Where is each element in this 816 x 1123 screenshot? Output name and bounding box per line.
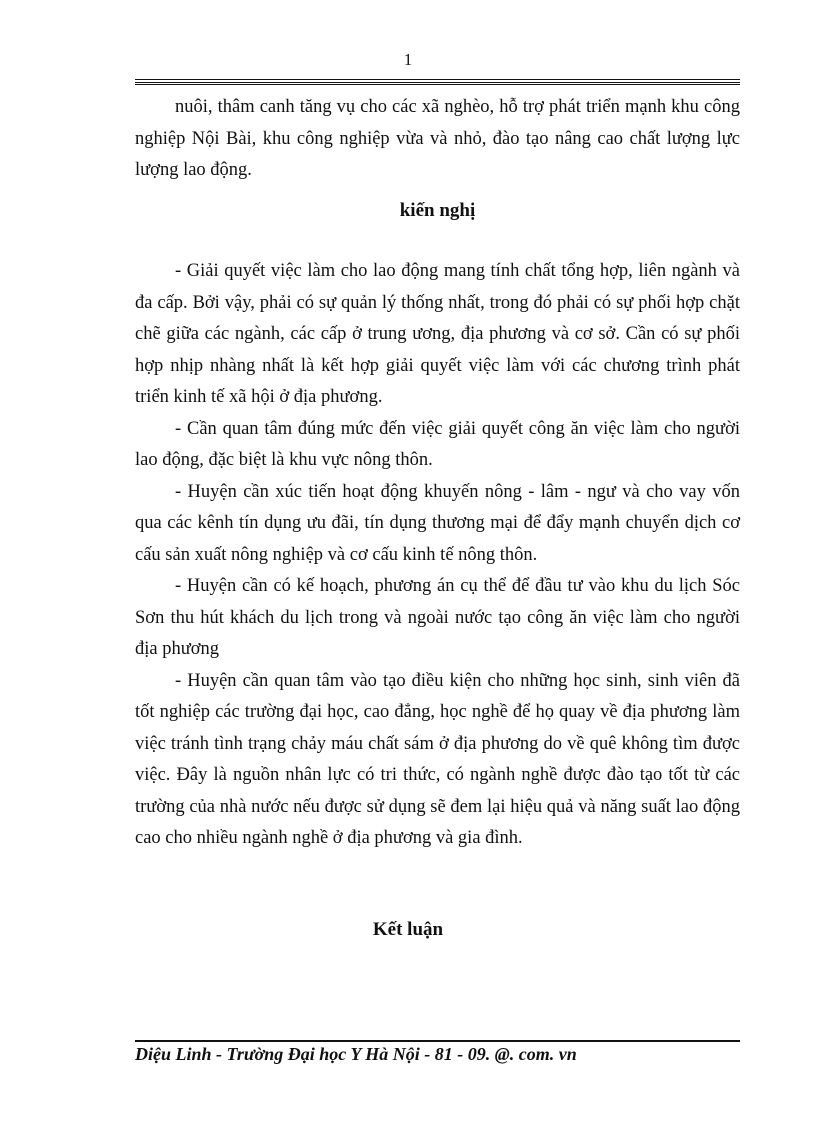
header-divider	[135, 79, 740, 85]
document-body	[135, 92, 740, 855]
paragraph-5: - Huyện cần quan tâm vào tạo điều kiện cho những học sinh, sinh viên đã tốt nghiệp các trường đại học, cao đẳng, học nghề để họ quay về địa phương làm việc tránh tình trạng chảy máu chất sám ở địa phương do về quê không tìm được việc. Đây là nguồn nhân lực có tri thức, có ngành nghề được đào tạo tốt từ các trường của nhà nước nếu được sử dụng sẽ đem lại hiệu quả và năng suất lao động cao cho nhiều ngành nghề ở địa phương và gia đình.	[135, 670, 740, 848]
recommendations-heading: kiến nghị	[399, 199, 476, 221]
conclusion-heading: Kết luận	[372, 919, 444, 940]
page-number: 1	[403, 50, 413, 69]
paragraph-2: - Cần quan tâm đúng mức đến việc giải quyết công ăn việc làm cho người lao động, đặc biệt là khu vực nông thôn.	[135, 418, 740, 470]
footer-text: Diệu Linh - Trường Đại học Y Hà Nội - 81 - 09. @. com. vn	[135, 1044, 577, 1064]
paragraph-4: - Huyện cần có kế hoạch, phương án cụ thể để đầu tư vào khu du lịch Sóc Sơn thu hút khách du lịch trong và ngoài nước tạo công ăn việc làm cho người địa phương	[135, 576, 740, 659]
intro-paragraph: nuôi, thâm canh tăng vụ cho các xã nghèo, hỗ trợ phát triển mạnh khu công nghiệp Nội Bài, khu công nghiệp vừa và nhỏ, đào tạo nâng cao chất lượng lực lượng lao động.	[135, 97, 740, 180]
paragraph-1: - Giải quyết việc làm cho lao động mang tính chất tổng hợp, liên ngành và đa cấp. Bởi vậy, phải có sự quản lý thống nhất, trong đó phải có sự phối hợp chặt chẽ giữa các ngành, các cấp ở trung ương, địa phương và cơ sở. Cần có sự phối hợp nhịp nhàng nhất là kết hợp giải quyết việc làm với các chương trình phát triển kinh tế xã hội ở địa phương.	[135, 261, 740, 407]
paragraph-3: - Huyện cần xúc tiến hoạt động khuyến nông - lâm - ngư và cho vay vốn qua các kênh tín dụng ưu đãi, tín dụng thương mại để đẩy mạnh chuyển dịch cơ cấu sản xuất nông nghiệp và cơ cấu kinh tế nông thôn.	[135, 481, 740, 565]
footer-divider	[135, 1040, 740, 1042]
